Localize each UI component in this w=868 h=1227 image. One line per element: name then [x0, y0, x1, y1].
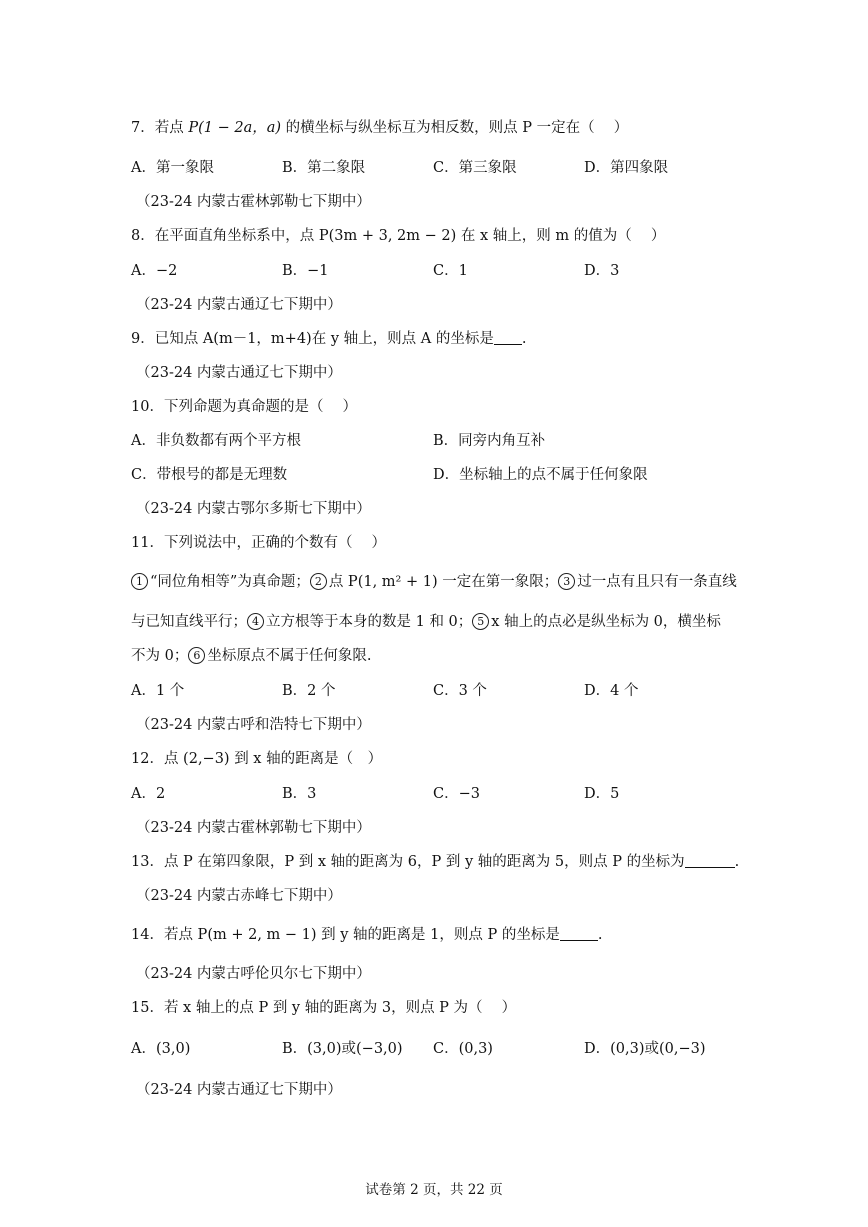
q12-option-c: C．−3 [433, 786, 480, 802]
circled-number: 5 [472, 613, 489, 630]
q7-option-b: B．第二象限 [282, 160, 366, 176]
q11-statement: 立方根等于本身的数是 1 和 0； [266, 614, 473, 630]
q9-source: （23-24 内蒙古通辽七下期中） [136, 297, 342, 313]
q15-option-d: D．(0,3)或(0,−3) [584, 1041, 706, 1057]
circled-number: 4 [247, 613, 264, 630]
circled-number: 2 [310, 573, 327, 590]
q11-option-c: C．3 个 [433, 683, 487, 699]
q12-options [131, 784, 768, 804]
q7-option-d: D．第四象限 [584, 160, 669, 176]
q11-statement: x 轴上的点必是纵坐标为 0，横坐标 [491, 614, 721, 630]
q15-source: （23-24 内蒙古呼伦贝尔七下期中） [136, 966, 371, 982]
q8-option-d: D．3 [584, 263, 620, 279]
q10-option-c: C．带根号的都是无理数 [131, 467, 288, 483]
question-7 [131, 118, 768, 138]
q11-statements-line1 [131, 572, 768, 592]
q11-statement: 与已知直线平行； [131, 614, 247, 630]
q13-text: 13．点 P 在第四象限，P 到 x 轴的距离为 6，P 到 y 轴的距离为 5，则点 P 的坐标为 [131, 854, 685, 870]
q10-option-d: D．坐标轴上的点不属于任何象限 [433, 467, 648, 483]
question-9 [131, 329, 768, 349]
q15-option-b: B．(3,0)或(−3,0) [282, 1041, 403, 1057]
circled-number: 6 [188, 647, 205, 664]
circled-number: 3 [558, 573, 575, 590]
q11-option-a: A．1 个 [131, 683, 185, 699]
page-footer: 试卷第 2 页，共 22 页 [365, 1182, 503, 1198]
q16-source: （23-24 内蒙古通辽七下期中） [136, 1082, 342, 1098]
q14-end: . [597, 927, 603, 943]
q10-option-a: A．非负数都有两个平方根 [131, 433, 301, 449]
q11-statement: 不为 0； [131, 648, 189, 664]
question-10: 10．下列命题为真命题的是（ ） [131, 399, 358, 415]
q15-option-a: A．(3,0) [131, 1041, 191, 1057]
question-12: 12．点 (2,−3) 到 x 轴的距离是（ ） [131, 751, 383, 767]
q7-suffix: 的横坐标与纵坐标互为相反数，则点 P 一定在（ ） [281, 120, 629, 136]
q11-statement: 点 P(1, m² + 1) 一定在第一象限； [328, 574, 559, 590]
circled-number: 1 [131, 573, 148, 590]
q13-source: （23-24 内蒙古霍林郭勒七下期中） [136, 820, 371, 836]
q7-option-a: A．第一象限 [131, 160, 214, 176]
q7-options [131, 158, 768, 178]
question-15: 15．若 x 轴上的点 P 到 y 轴的距离为 3，则点 P 为（ ） [131, 1000, 517, 1016]
q7-option-c: C．第三象限 [433, 160, 517, 176]
q10-option-b: B．同旁内角互补 [433, 433, 546, 449]
q14-source: （23-24 内蒙古赤峰七下期中） [136, 888, 342, 904]
q11-option-d: D．4 个 [584, 683, 639, 699]
q12-option-d: D．5 [584, 786, 620, 802]
question-14 [131, 925, 768, 945]
q10-options-row1 [131, 431, 768, 451]
q11-statements-line3 [131, 646, 768, 666]
q11-statement: “同位角相等”为真命题； [150, 574, 310, 590]
q11-statement: 坐标原点不属于任何象限. [207, 648, 372, 664]
q12-option-b: B．3 [282, 786, 317, 802]
q14-text: 14．若点 P(m + 2, m − 1) 到 y 轴的距离是 1，则点 P 的坐标是 [131, 927, 560, 943]
q12-source: （23-24 内蒙古呼和浩特七下期中） [136, 717, 371, 733]
q7-point: P(1 − 2a，a) [188, 120, 282, 136]
q11-source: （23-24 内蒙古鄂尔多斯七下期中） [136, 501, 371, 517]
q8-options [131, 261, 768, 281]
q8-source: （23-24 内蒙古霍林郭勒七下期中） [136, 194, 371, 210]
q9-text: 9．已知点 A(m－1，m+4)在 y 轴上，则点 A 的坐标是 [131, 331, 494, 347]
q15-options [131, 1039, 768, 1059]
answer-blank [685, 853, 735, 868]
q11-options [131, 681, 768, 701]
q7-prefix: 7．若点 [131, 120, 189, 136]
q11-statement: 过一点有且只有一条直线 [577, 574, 737, 590]
q10-source: （23-24 内蒙古通辽七下期中） [136, 365, 342, 381]
question-11: 11．下列说法中，正确的个数有（ ） [131, 535, 387, 551]
q8-option-b: B．−1 [282, 263, 329, 279]
q9-end: . [521, 331, 527, 347]
question-8: 8．在平面直角坐标系中，点 P(3m + 3, 2m − 2) 在 x 轴上，则 m 的值为（ ） [131, 228, 666, 244]
question-13 [131, 852, 768, 872]
q15-option-c: C．(0,3) [433, 1041, 493, 1057]
q11-statements-line2 [131, 612, 768, 632]
q13-end: . [734, 854, 740, 870]
answer-blank [560, 926, 598, 941]
q10-options-row2 [131, 465, 768, 485]
q8-option-a: A．−2 [131, 263, 178, 279]
q12-option-a: A．2 [131, 786, 166, 802]
q8-option-c: C．1 [433, 263, 468, 279]
q11-option-b: B．2 个 [282, 683, 336, 699]
answer-blank [494, 330, 522, 345]
